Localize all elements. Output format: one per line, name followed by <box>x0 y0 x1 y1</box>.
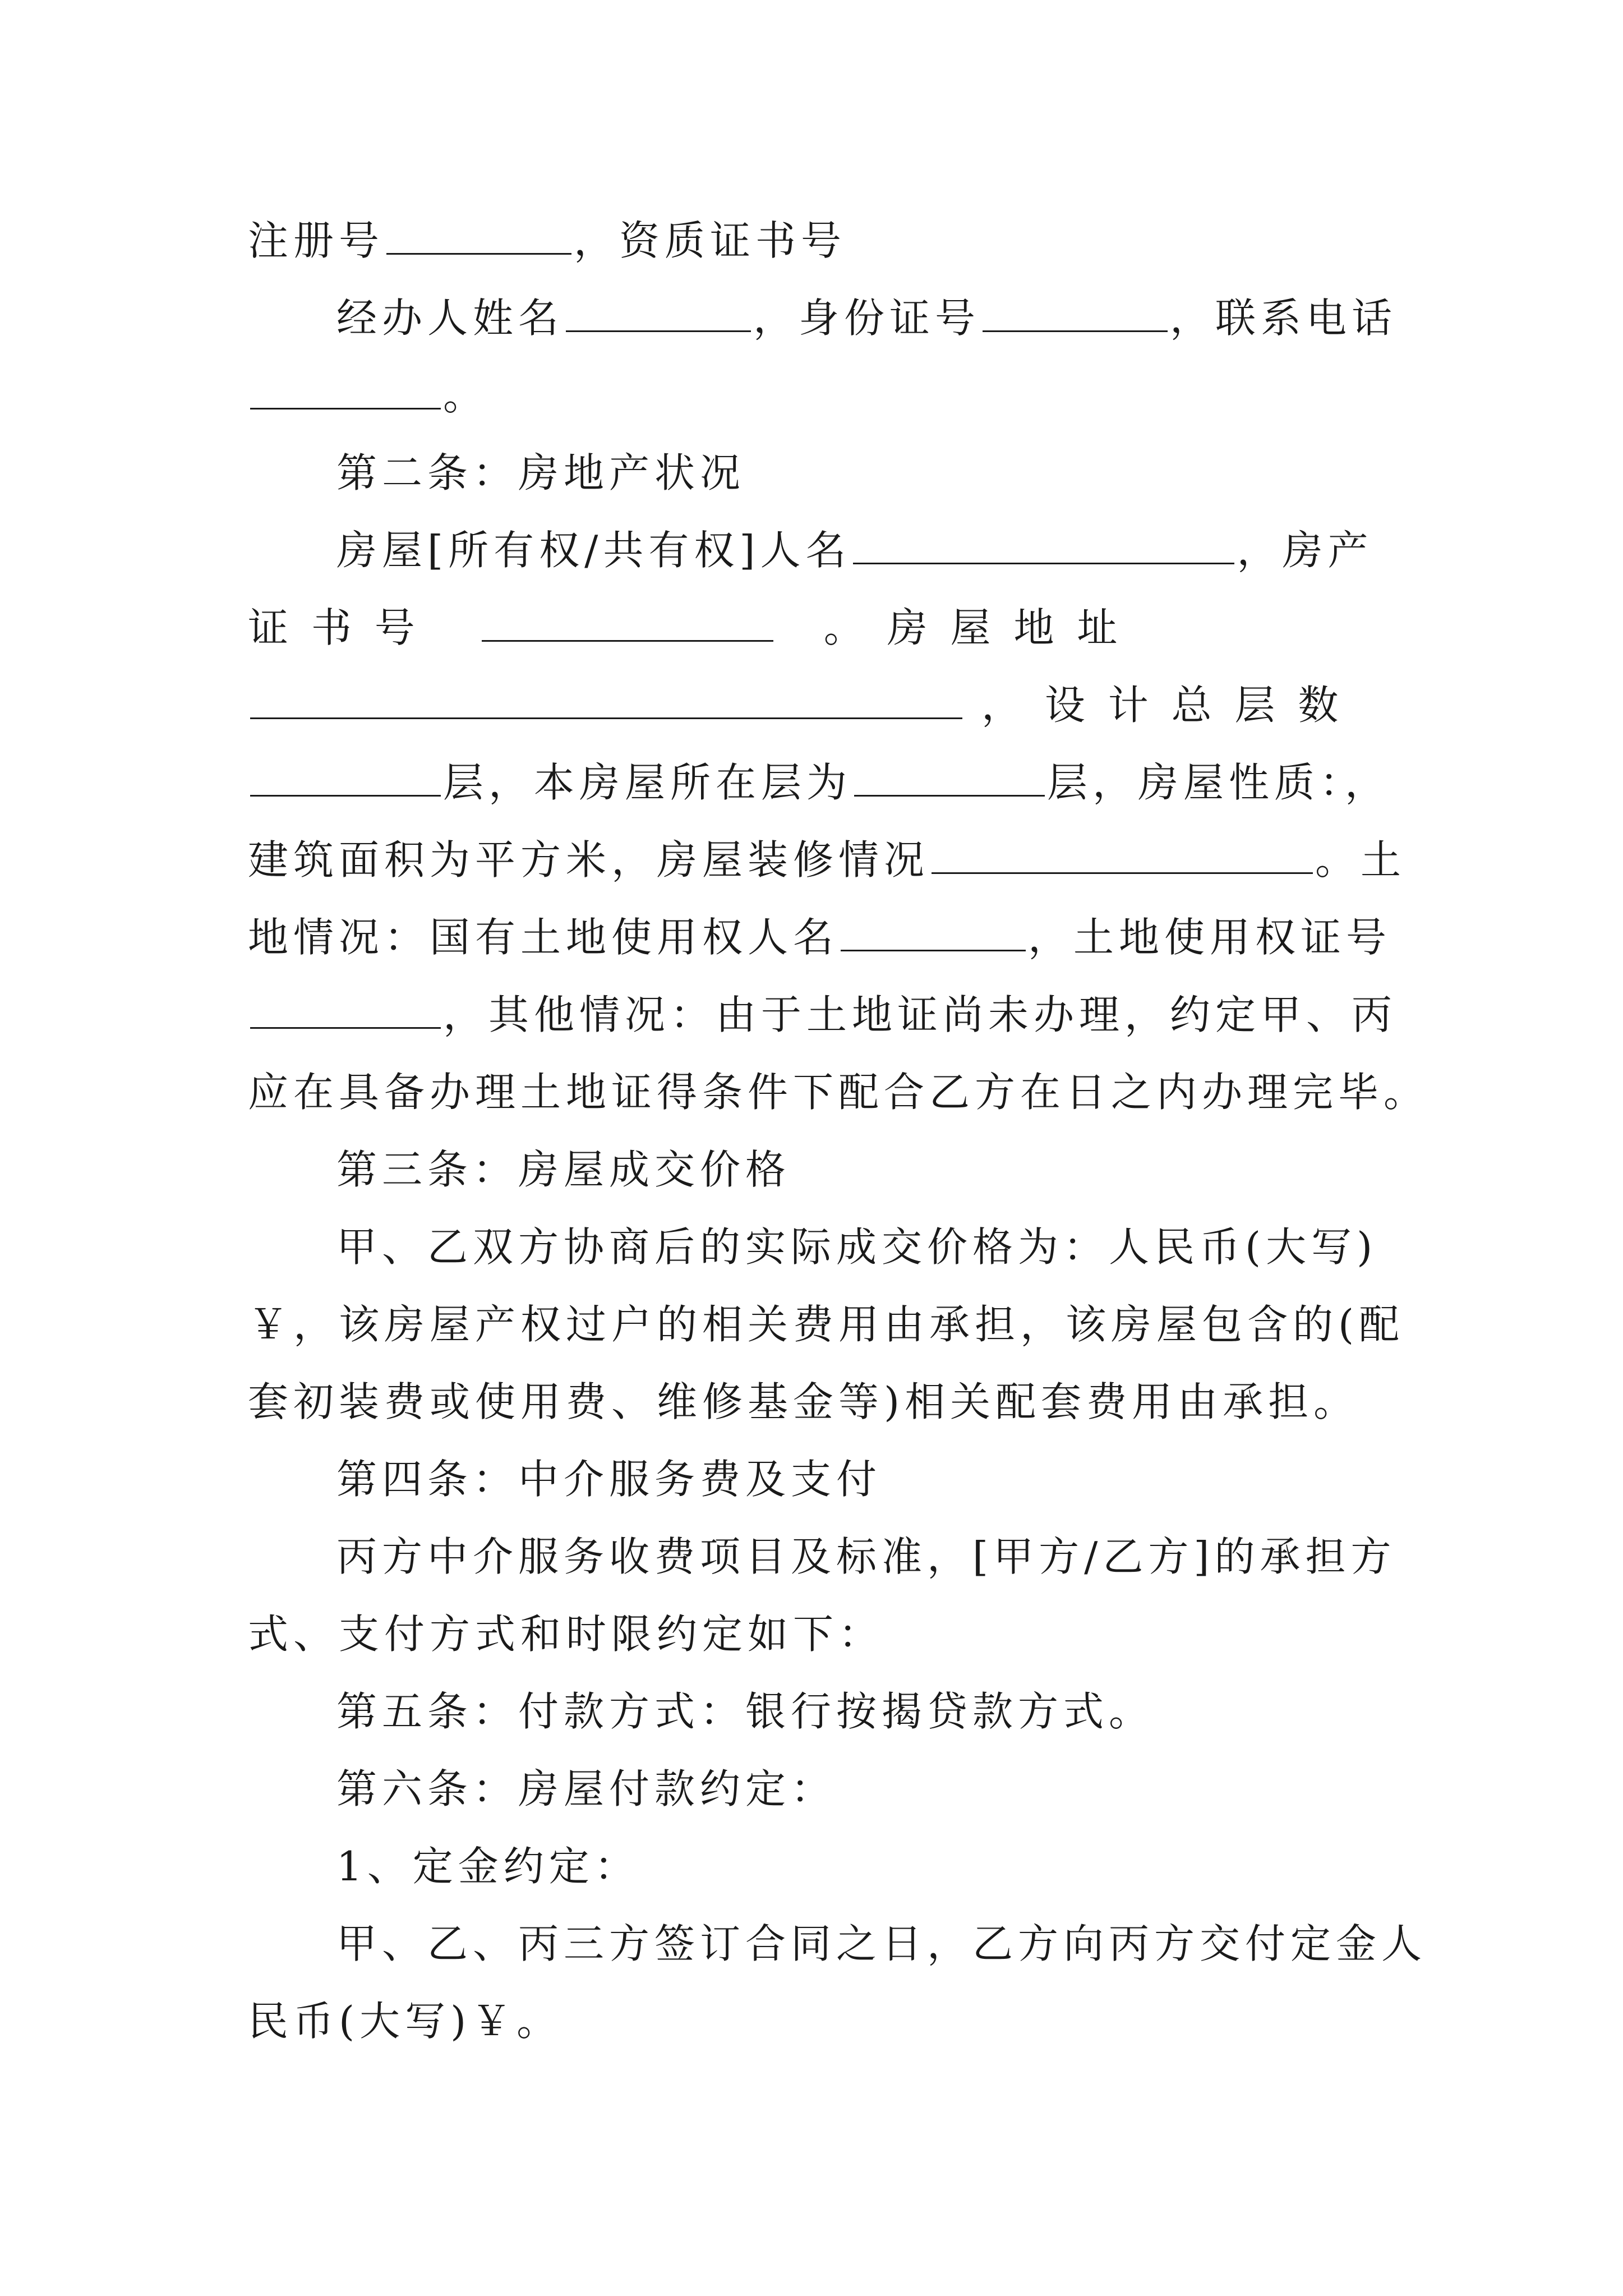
price-line-1: 甲、乙双方协商后的实际成交价格为：人民币(大写) <box>336 1223 1378 1271</box>
registration-label: 注册号 <box>248 217 385 264</box>
deposit-line-1: 甲、乙、丙三方签订合同之日，乙方向丙方交付定金人 <box>336 1920 1427 1967</box>
address-blank <box>250 685 962 719</box>
property-cert-label: ，房产 <box>1237 527 1373 574</box>
article-5-heading: 第五条：付款方式：银行按揭贷款方式。 <box>336 1688 1155 1735</box>
price-line-3: 套初装费或使用费、维修基金等)相关配套费用由承担。 <box>248 1378 1359 1425</box>
land-label-start: 。土 <box>1315 836 1407 884</box>
id-number-blank <box>983 298 1168 332</box>
line-agent <box>248 279 1398 357</box>
owner-label: 房屋[所有权/共有权]人名 <box>336 527 851 574</box>
total-floors-blank <box>250 762 441 797</box>
land-owner-blank <box>841 917 1026 951</box>
line-registration <box>248 202 1387 279</box>
area-decoration-label: 建筑面积为平方米，房屋装修情况 <box>248 836 930 884</box>
decoration-blank <box>932 840 1313 874</box>
line-other <box>248 976 1398 1053</box>
cert-number-label: 证 书 号 <box>248 604 420 651</box>
service-fee-line-1: 丙方中介服务收费项目及标准，[甲方/乙方]的承担方 <box>336 1533 1396 1580</box>
owner-blank <box>853 530 1234 564</box>
land-owner-label: 地情况：国有土地使用权人名 <box>248 914 839 961</box>
article-4-heading: 第四条：中介服务费及支付 <box>336 1456 882 1503</box>
line-land-completion: 应在具备办理土地证得条件下配合乙方在日之内办理完毕。 <box>248 1069 1430 1116</box>
land-cert-blank <box>250 995 441 1029</box>
phone-label: ，联系电话 <box>1170 295 1398 342</box>
other-info-label: ，其他情况：由于土地证尚未办理，约定甲、丙 <box>443 991 1398 1038</box>
article-3-heading: 第三条：房屋成交价格 <box>336 1146 791 1193</box>
cert-number-blank <box>482 608 773 642</box>
agent-name-label: 经办人姓名 <box>336 295 564 342</box>
document-body <box>248 202 1430 2060</box>
registration-blank <box>386 220 571 255</box>
price-line-2: ￥，该房屋产权过户的相关费用由承担，该房屋包含的(配 <box>248 1301 1405 1348</box>
phone-blank <box>250 375 441 409</box>
current-floor-blank <box>854 762 1045 797</box>
line-owner <box>248 512 1387 589</box>
line-floors <box>248 744 1391 821</box>
total-floors-label: ， 设 计 总 层 数 <box>981 682 1344 729</box>
article-6-heading: 第六条：房屋付款约定： <box>336 1765 837 1812</box>
deposit-subheading: 1、定金约定： <box>336 1843 640 1890</box>
line-land <box>248 899 1392 976</box>
line-area <box>248 821 1407 899</box>
house-nature-label: 层，房屋性质：， <box>1047 759 1391 806</box>
current-floor-label: 层，本房屋所在层为 <box>443 759 852 806</box>
article-2-heading: 第二条：房地产状况 <box>336 449 746 496</box>
service-fee-line-2: 式、支付方式和时限约定如下： <box>248 1611 884 1658</box>
agent-name-blank <box>566 298 751 332</box>
line-phone-blank <box>248 357 1387 434</box>
id-number-label: ，身份证号 <box>753 295 981 342</box>
line-end-mark: 。 <box>443 372 489 419</box>
house-address-label: 。 房 屋 地 址 <box>823 604 1123 651</box>
qualification-label: ，资质证书号 <box>574 217 847 264</box>
line-address <box>248 666 1387 744</box>
deposit-line-2: 民币(大写)￥。 <box>248 1998 562 2045</box>
land-cert-label: ，土地使用权证号 <box>1028 914 1392 961</box>
line-cert-number <box>248 589 1387 666</box>
